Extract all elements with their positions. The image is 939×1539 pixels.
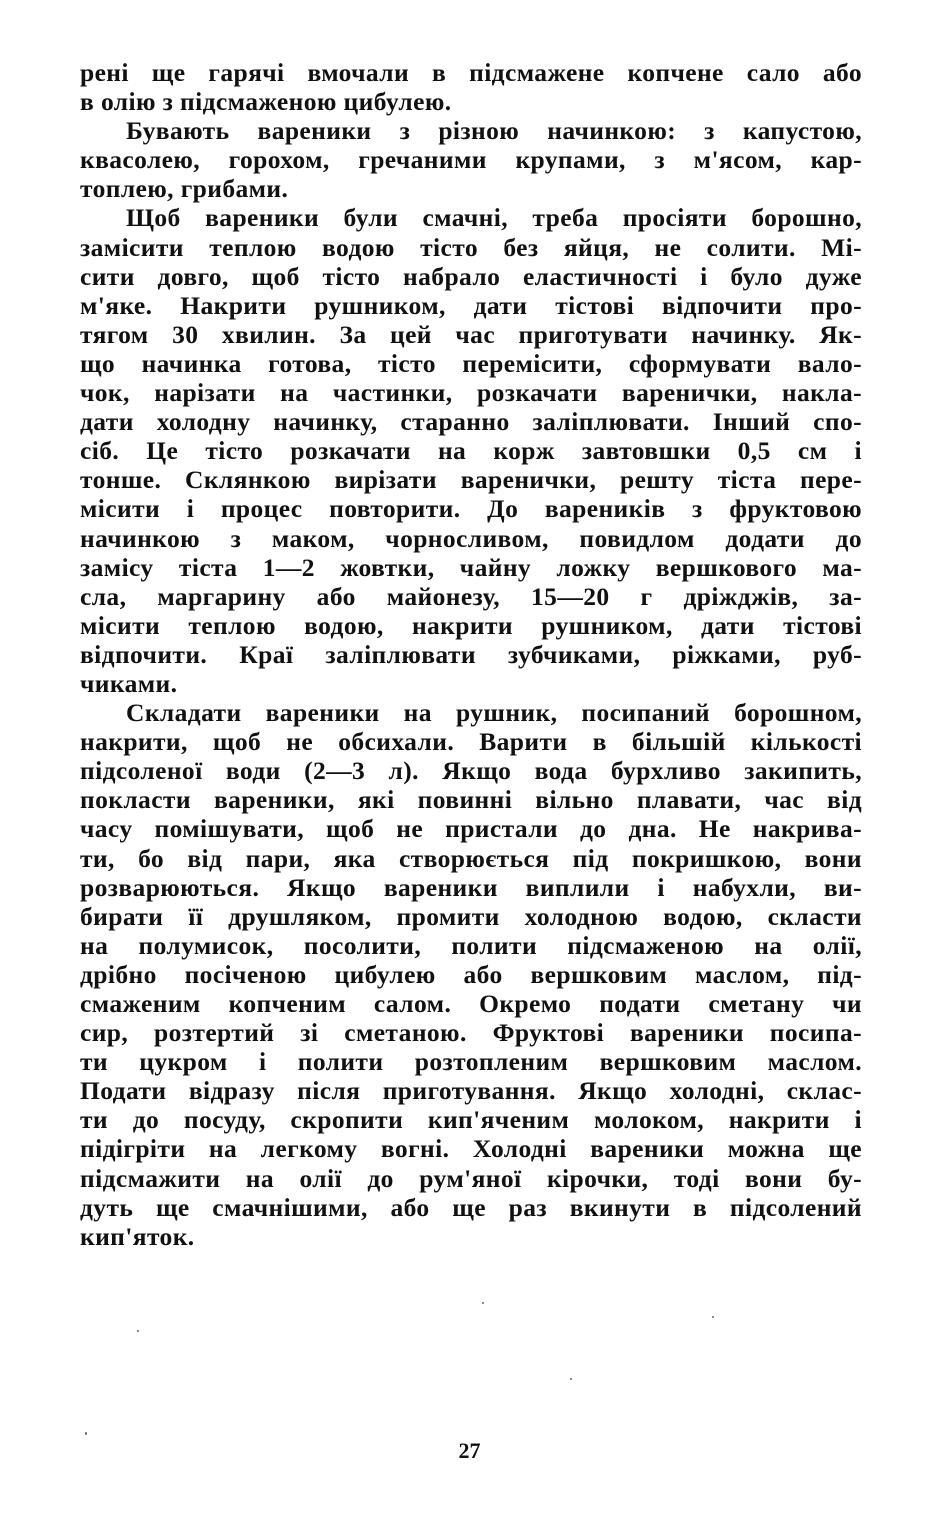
text-line: топлею, грибами.	[80, 174, 289, 204]
text-line: замісити теплою водою тісто без яйця, не солити. Мі-	[80, 232, 862, 262]
text-line: відпочити. Краї заліплювати зубчиками, ріжками, руб-	[80, 639, 862, 669]
text-line: сир, розтертий зі сметаною. Фруктові вареники посипа-	[80, 1018, 862, 1048]
scan-speck	[570, 1378, 572, 1380]
text-line: накрити, щоб не обсихали. Варити в більшій кількості	[80, 727, 862, 757]
text-line: ти до посуду, скропити кип'яченим молоком, накрити і	[80, 1105, 862, 1135]
scan-speck	[712, 1316, 714, 1318]
text-line: чок, нарізати на частинки, розкачати варенички, накла-	[80, 378, 862, 408]
body-text	[80, 58, 862, 1251]
paragraph	[80, 203, 862, 698]
text-line: Подати відразу після приготування. Якщо холодні, склас-	[80, 1076, 862, 1106]
text-line: розварюються. Якщо вареники виплили і набухли, ви-	[80, 872, 862, 902]
text-line: замісу тіста 1—2 жовтки, чайну ложку вершкового ма-	[80, 552, 862, 582]
text-line: ти цукром і полити розтопленим вершковим маслом.	[80, 1047, 862, 1077]
text-line: чиками.	[80, 668, 178, 698]
text-line: ти, бо від пари, яка створюється під покришкою, вони	[80, 843, 862, 873]
scan-speck	[482, 1302, 484, 1304]
text-line: бирати її друшляком, промити холодною водою, скласти	[80, 901, 862, 931]
page-number: 27	[458, 1438, 481, 1463]
text-line: квасолею, горохом, гречаними крупами, з м'ясом, кар-	[80, 145, 862, 175]
text-line: підігріти на легкому вогні. Холодні вареники можна ще	[80, 1134, 862, 1164]
paragraph	[80, 698, 862, 1251]
text-line: Бувають вареники з різною начинкою: з капустою,	[126, 116, 862, 146]
text-line: підсмажити на олії до рум'яної кірочки, тоді вони бу-	[80, 1163, 862, 1193]
text-line: в олію з підсмаженою цибулею.	[80, 87, 452, 117]
text-line: смаженим копченим салом. Окремо подати сметану чи	[80, 989, 862, 1018]
text-line: підсоленої води (2—3 л). Якщо вода бурхливо закипить,	[80, 756, 862, 786]
text-line: сити довго, щоб тісто набрало еластичності і було дуже	[80, 261, 862, 291]
text-line: Щоб вареники були смачні, треба просіяти борошно,	[126, 203, 862, 233]
text-line: сла, маргарину або майонезу, 15—20 г дріжджів, за-	[80, 581, 862, 611]
text-line: дрібно посіченою цибулею або вершковим маслом, під-	[80, 959, 862, 989]
text-line: сіб. Це тісто розкачати на корж завтовшки 0,5 см і	[80, 436, 862, 466]
text-line: тягом 30 хвилин. За цей час приготувати начинку. Як-	[80, 319, 862, 349]
paragraph	[80, 116, 862, 203]
text-line: Складати вареники на рушник, посипаний борошном,	[126, 698, 862, 728]
text-line: начинкою з маком, чорносливом, повидлом додати до	[80, 523, 862, 553]
text-line: покласти вареники, які повинні вільно плавати, час від	[80, 785, 862, 815]
text-line: тонше. Склянкою вирізати варенички, решту тіста пере-	[80, 465, 862, 495]
text-line: що начинка готова, тісто перемісити, сформувати вало-	[80, 348, 862, 378]
text-line: м'яке. Накрити рушником, дати тістові відпочити про-	[80, 290, 862, 320]
text-line: дати холодну начинку, старанно заліплювати. Інший спо-	[80, 407, 862, 437]
text-line: часу помішувати, щоб не пристали до дна. Не накрива-	[80, 814, 862, 844]
paragraph	[80, 58, 862, 116]
text-line: на полумисок, посолити, полити підсмаженою на олії,	[80, 930, 862, 960]
text-line: рені ще гарячі вмочали в підсмажене копчене сало або	[80, 58, 862, 87]
scan-speck	[85, 1432, 87, 1435]
text-line: кип'яток.	[80, 1221, 195, 1251]
scan-speck	[137, 1330, 139, 1332]
text-line: місити і процес повторити. До вареників з фруктовою	[80, 494, 862, 524]
text-line: місити теплою водою, накрити рушником, дати тістові	[80, 610, 862, 640]
text-line: дуть ще смачнішими, або ще раз вкинути в підсолений	[80, 1192, 862, 1222]
